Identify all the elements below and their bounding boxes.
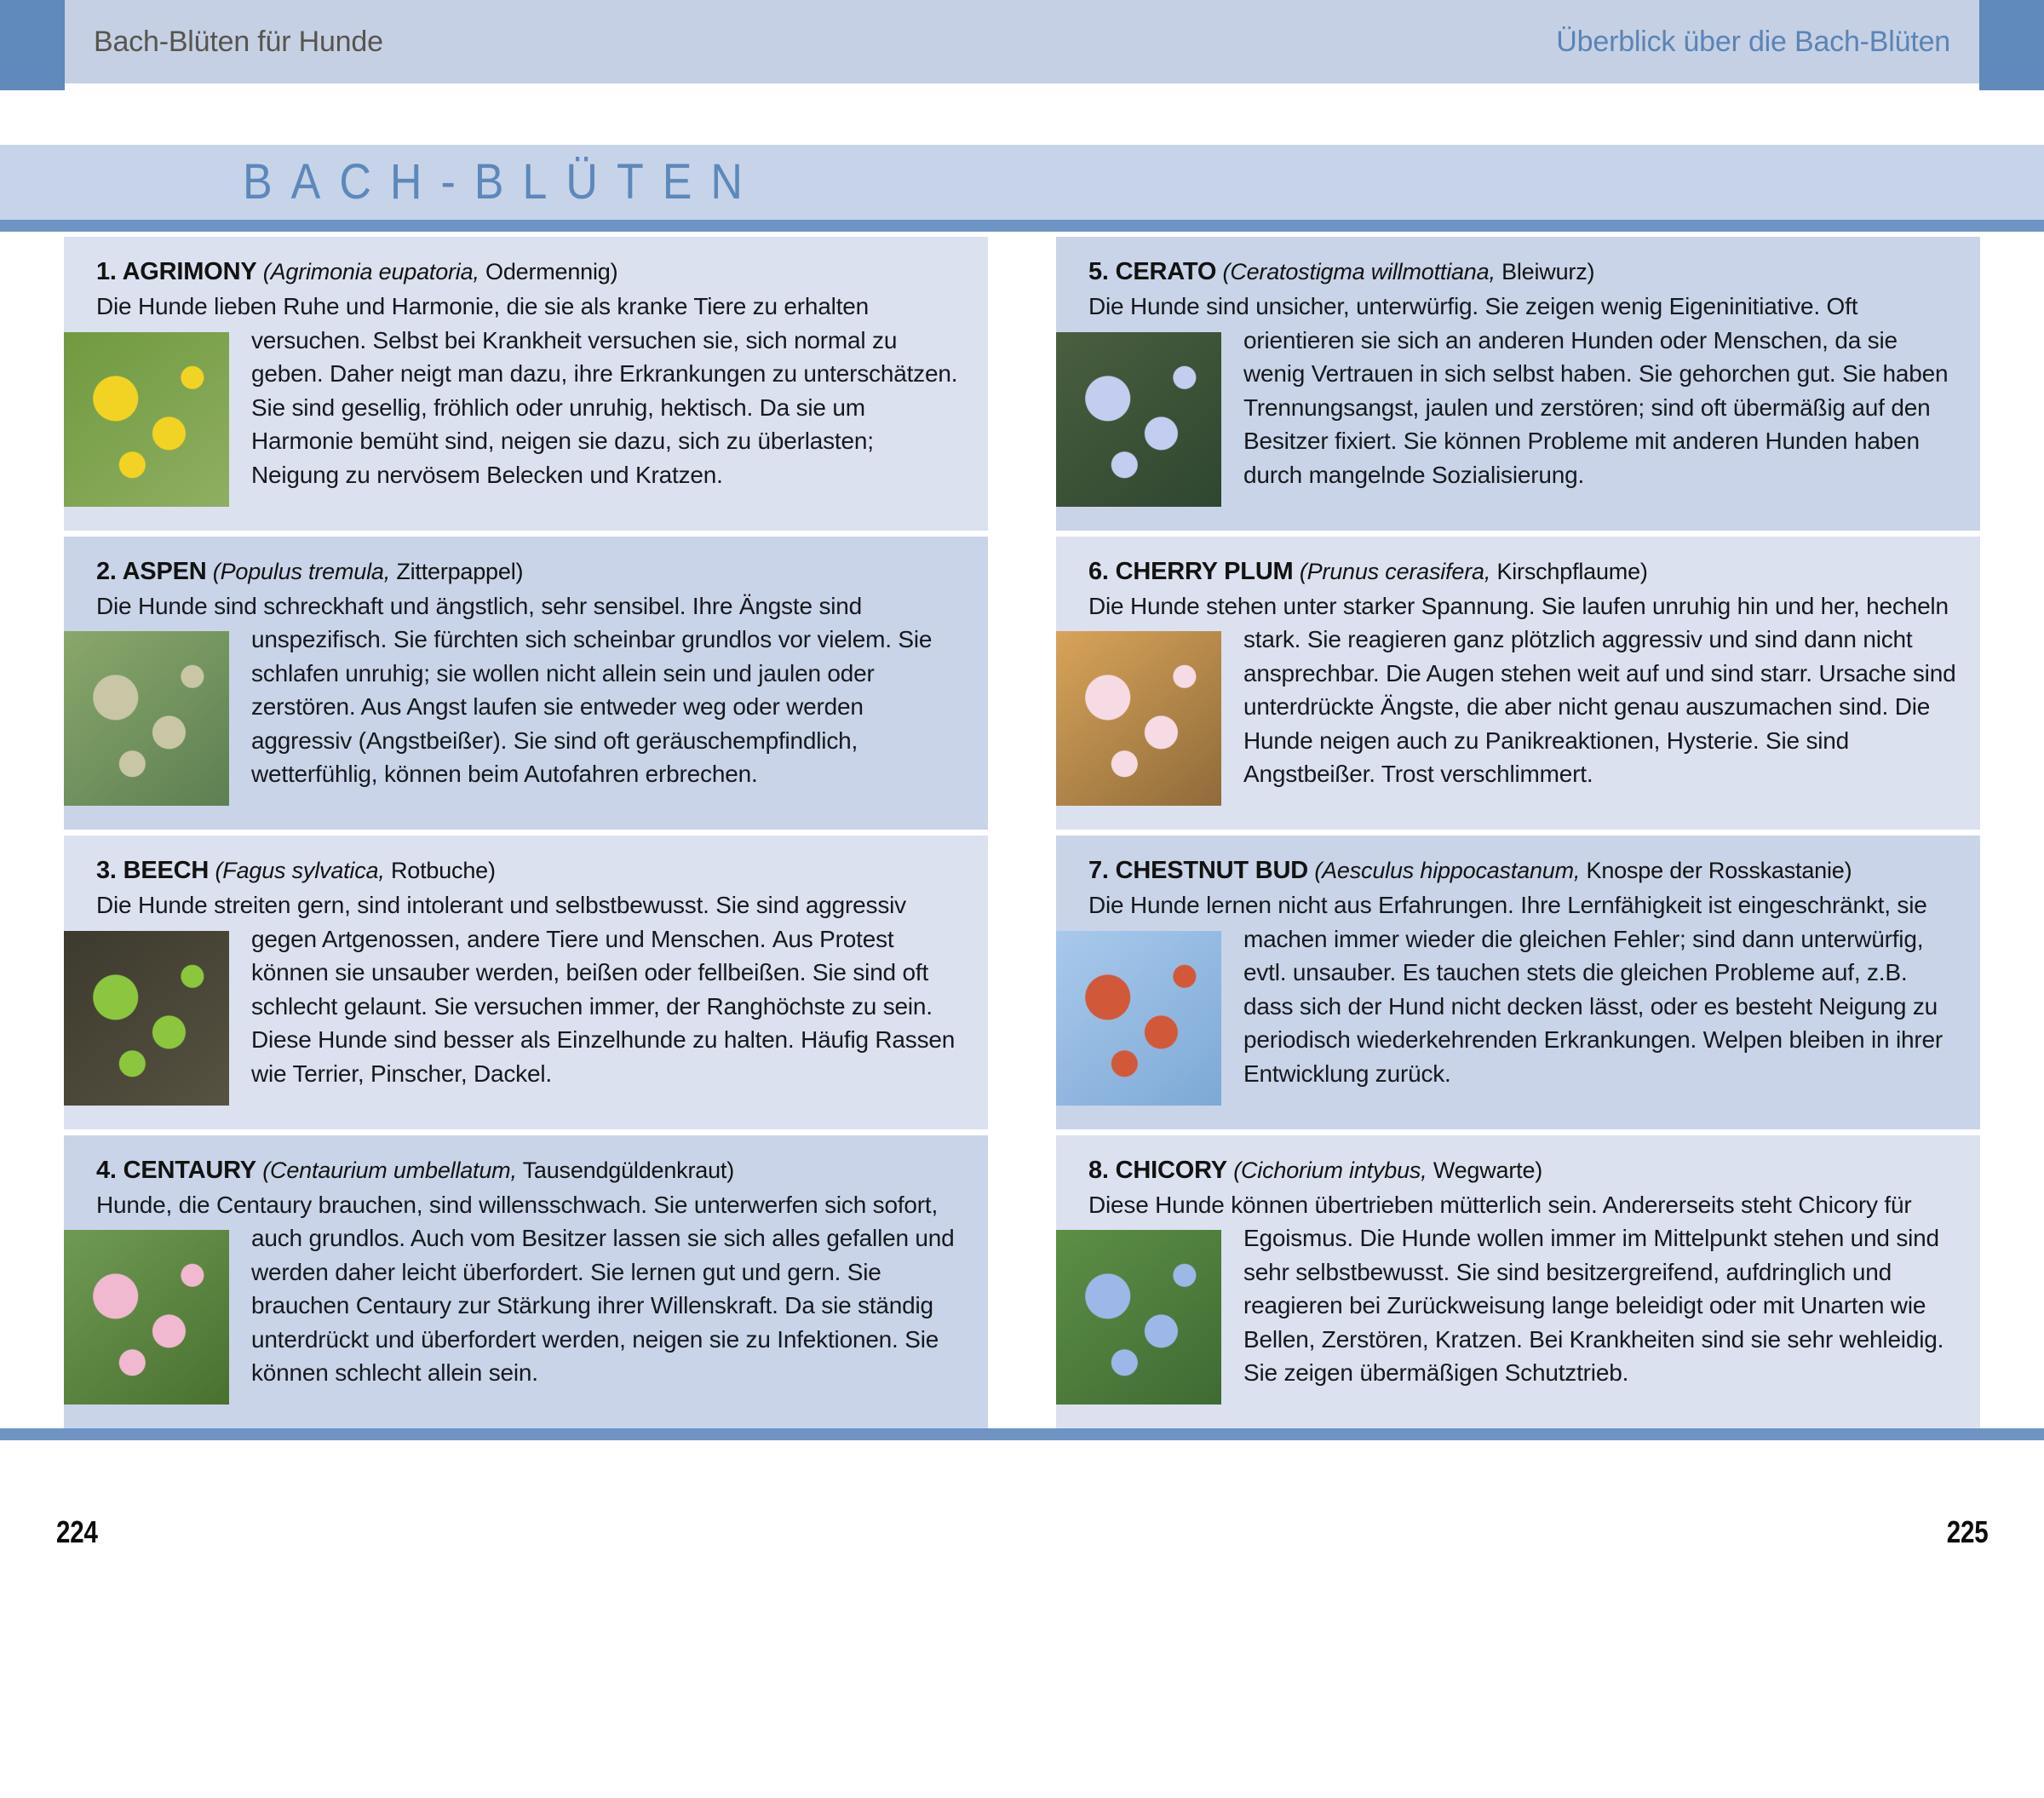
page-header bbox=[0, 0, 2044, 83]
entry-text-intro: Die Hunde stehen unter starker Spannung. Sie laufen unruhig hin und her, hecheln stark. Sie reagieren ganz plötzlich aggressiv und bbox=[1088, 592, 1949, 652]
entry-number-name: 3. BEECH bbox=[96, 857, 210, 884]
entry-description bbox=[96, 589, 966, 791]
entry-number-name: 1. AGRIMONY bbox=[96, 258, 257, 285]
entry-text-intro: Hunde, die Centaury brauchen, sind willensschwach. Sie unterwerfen sich sofort, auch grundlos. Auch vom Besitzer lassen sie bbox=[96, 1191, 939, 1251]
agrimony-photo bbox=[64, 332, 229, 507]
entry-beech bbox=[64, 836, 988, 1129]
entry-description bbox=[1088, 888, 1958, 1090]
aspen-photo bbox=[64, 631, 229, 806]
entry-text-rest: sind dann nicht ansprechbar. Die Augen stehen weit auf und sind starr. Ursache sind unterdrückte Ängste, die aber nicht genau auszumachen sind. Die Hunde neigen auch zu Panikreaktionen, Hysterie. Sie sind Angstbeißer. Trost verschlimmert. bbox=[1243, 626, 1956, 787]
entry-chicory bbox=[1056, 1135, 1980, 1429]
entry-german-name: Zitterpappel) bbox=[396, 558, 524, 584]
page-number-left: 224 bbox=[56, 1514, 98, 1549]
entry-latin-name: (Cichorium intybus, bbox=[1233, 1157, 1427, 1183]
entry-cherry-plum bbox=[1056, 537, 1980, 830]
entry-latin-name: (Centaurium umbellatum, bbox=[262, 1157, 517, 1183]
entry-text-intro: Die Hunde lieben Ruhe und Harmonie, die sie als kranke Tiere zu erhalten versuchen. Selbst bei Krankheit versuchen sie, sich bbox=[96, 293, 870, 353]
entry-german-name: Odermennig) bbox=[485, 259, 618, 284]
entry-agrimony bbox=[64, 237, 988, 531]
header-right-accent-block bbox=[1979, 0, 2044, 90]
chestnut-bud-photo bbox=[1056, 931, 1221, 1106]
entry-description bbox=[96, 290, 966, 491]
entry-text-intro: Die Hunde streiten gern, sind intolerant und selbstbewusst. Sie sind aggressiv gegen Artgenossen, andere Tiere und Menschen. bbox=[96, 892, 906, 952]
header-right-title: Überblick über die Bach-Blüten bbox=[1556, 25, 1950, 58]
entry-text-rest: normal zu geben. Daher neigt man dazu, ihre Erkrankungen zu unterschätzen. Sie sind gesellig, fröhlich oder unruhig, hektisch. Da sie um Harmonie bemüht sind, neigen sie dazu, sich zu überlasten; Neigung zu nervösem Belecken und Kratzen. bbox=[251, 326, 958, 488]
section-title: BACH-BLÜTEN bbox=[243, 154, 761, 210]
entry-german-name: Bleiwurz) bbox=[1501, 259, 1595, 284]
centaury-photo bbox=[64, 1230, 229, 1405]
entry-german-name: Kirschpflaume) bbox=[1496, 558, 1648, 584]
entry-text-rest: vor vielem. Sie schlafen unruhig; sie wollen nicht allein sein und jaulen oder zerstören. Aus Angst laufen sie entweder weg oder werden aggressiv (Angstbeißer). Sie sind oft geräuschempfindlich, wetterfühlig, können beim Autofahren erbrechen. bbox=[251, 626, 933, 787]
entry-centaury bbox=[64, 1135, 988, 1429]
entry-aspen bbox=[64, 537, 988, 830]
entry-cerato bbox=[1056, 237, 1980, 531]
cherry-plum-photo bbox=[1056, 631, 1221, 806]
entry-heading bbox=[1088, 254, 1958, 290]
cerato-photo bbox=[1056, 332, 1221, 507]
entry-heading bbox=[96, 853, 966, 888]
divider-strip-top bbox=[0, 220, 2044, 232]
header-left-accent-block bbox=[0, 0, 65, 90]
entry-heading bbox=[96, 1152, 966, 1188]
entry-number-name: 6. CHERRY PLUM bbox=[1088, 557, 1294, 585]
entry-text-rest: dann unterwürfig, evtl. unsauber. Es tauchen stets die gleichen Probleme auf, z.B. dass sich der Hund nicht decken lässt, oder es besteht Neigung zu periodisch wiederkehrenden Erkrankungen. Welpen bleiben in ihrer Entwicklung zurück. bbox=[1243, 925, 1943, 1087]
entry-latin-name: (Agrimonia eupatoria, bbox=[262, 259, 479, 284]
entry-heading bbox=[1088, 1152, 1958, 1188]
entry-text-rest: da sie wenig Vertrauen in sich selbst haben. Sie gehorchen gut. Sie haben Trennungsangst, jaulen und zerstören; sind oft übermäßig auf den Besitzer fixiert. Sie können Probleme mit anderen Hunden haben durch mangelnde Sozialisierung. bbox=[1243, 326, 1949, 488]
top-white-gap bbox=[0, 83, 2044, 145]
header-left-title: Bach-Blüten für Hunde bbox=[94, 25, 383, 58]
page-number-right: 225 bbox=[1946, 1514, 1988, 1549]
entry-latin-name: (Fagus sylvatica, bbox=[215, 858, 385, 883]
entry-number-name: 2. ASPEN bbox=[96, 557, 207, 585]
entry-text-intro: Die Hunde sind schreckhaft und ängstlich, sehr sensibel. Ihre Ängste sind unspezifisch. Sie fürchten sich scheinbar grundlos bbox=[96, 592, 863, 652]
entry-chestnut-bud bbox=[1056, 836, 1980, 1129]
entry-description bbox=[96, 888, 966, 1090]
entry-text-intro: Die Hunde sind unsicher, unterwürfig. Sie zeigen wenig Eigeninitiative. Oft orientieren sie sich an anderen Hunden oder Menschen, bbox=[1088, 293, 1858, 353]
entry-latin-name: (Prunus cerasifera, bbox=[1299, 558, 1491, 584]
entry-number-name: 7. CHESTNUT BUD bbox=[1088, 857, 1309, 884]
entry-latin-name: (Populus tremula, bbox=[212, 558, 390, 584]
entry-description bbox=[1088, 1188, 1958, 1390]
entry-german-name: Rotbuche) bbox=[390, 858, 496, 883]
entry-german-name: Knospe der Rosskastanie) bbox=[1586, 858, 1852, 883]
entry-text-intro: Diese Hunde können übertrieben mütterlich sein. Andererseits steht Chicory für Egoismus. Die Hunde wollen immer im bbox=[1088, 1191, 1912, 1251]
entry-text-intro: Die Hunde lernen nicht aus Erfahrungen. Ihre Lernfähigkeit ist eingeschränkt, sie machen immer wieder die gleichen Fehler; sind bbox=[1088, 892, 1927, 952]
entry-heading bbox=[1088, 554, 1958, 589]
entry-description bbox=[96, 1188, 966, 1390]
entry-heading bbox=[96, 254, 966, 290]
divider-strip-bottom bbox=[0, 1428, 2044, 1440]
entry-heading bbox=[1088, 853, 1958, 888]
entry-description bbox=[1088, 589, 1958, 791]
entry-text-rest: sich alles gefallen und werden daher leicht überfordert. Sie lernen gut und gern. Sie brauchen Centaury zur Stärkung ihrer Willenskraft. Da sie ständig unterdrückt und überfordert werden, neigen sie zu Infektionen. Sie können schlecht allein sein. bbox=[251, 1225, 955, 1386]
entry-text-rest: Mittelpunkt stehen und sind sehr selbstbewusst. Sie sind besitzergreifend, aufdringlich und reagieren bei Zurückweisung lange beleidigt oder mit Unarten wie Bellen, Zerstören, Kratzen. Bei Krankheiten sind sie sehr wehleidig. Sie zeigen übermäßigen Schutztrieb. bbox=[1243, 1225, 1944, 1386]
entry-number-name: 4. CENTAURY bbox=[96, 1156, 256, 1184]
entry-number-name: 5. CERATO bbox=[1088, 258, 1217, 285]
content-columns bbox=[0, 237, 2044, 1428]
entry-german-name: Tausendgüldenkraut) bbox=[522, 1157, 734, 1183]
entry-number-name: 8. CHICORY bbox=[1088, 1156, 1227, 1184]
left-page-column bbox=[64, 237, 988, 1428]
entry-text-rest: Aus Protest können sie unsauber werden, beißen oder fellbeißen. Sie sind oft schlecht gelaunt. Sie versuchen immer, der Ranghöchste zu sein. Diese Hunde sind besser als Einzelhunde zu halten. Häufig Rassen wie Terrier, Pinscher, Dackel. bbox=[251, 925, 956, 1087]
right-page-column bbox=[1056, 237, 1980, 1428]
beech-photo bbox=[64, 931, 229, 1106]
entry-german-name: Wegwarte) bbox=[1433, 1157, 1543, 1183]
entry-latin-name: (Aesculus hippocastanum, bbox=[1314, 858, 1581, 883]
chicory-photo bbox=[1056, 1230, 1221, 1405]
section-title-band bbox=[0, 145, 2044, 220]
page-footer bbox=[0, 1440, 2044, 1589]
entry-heading bbox=[96, 554, 966, 589]
entry-description bbox=[1088, 290, 1958, 491]
entry-latin-name: (Ceratostigma willmottiana, bbox=[1222, 259, 1496, 284]
